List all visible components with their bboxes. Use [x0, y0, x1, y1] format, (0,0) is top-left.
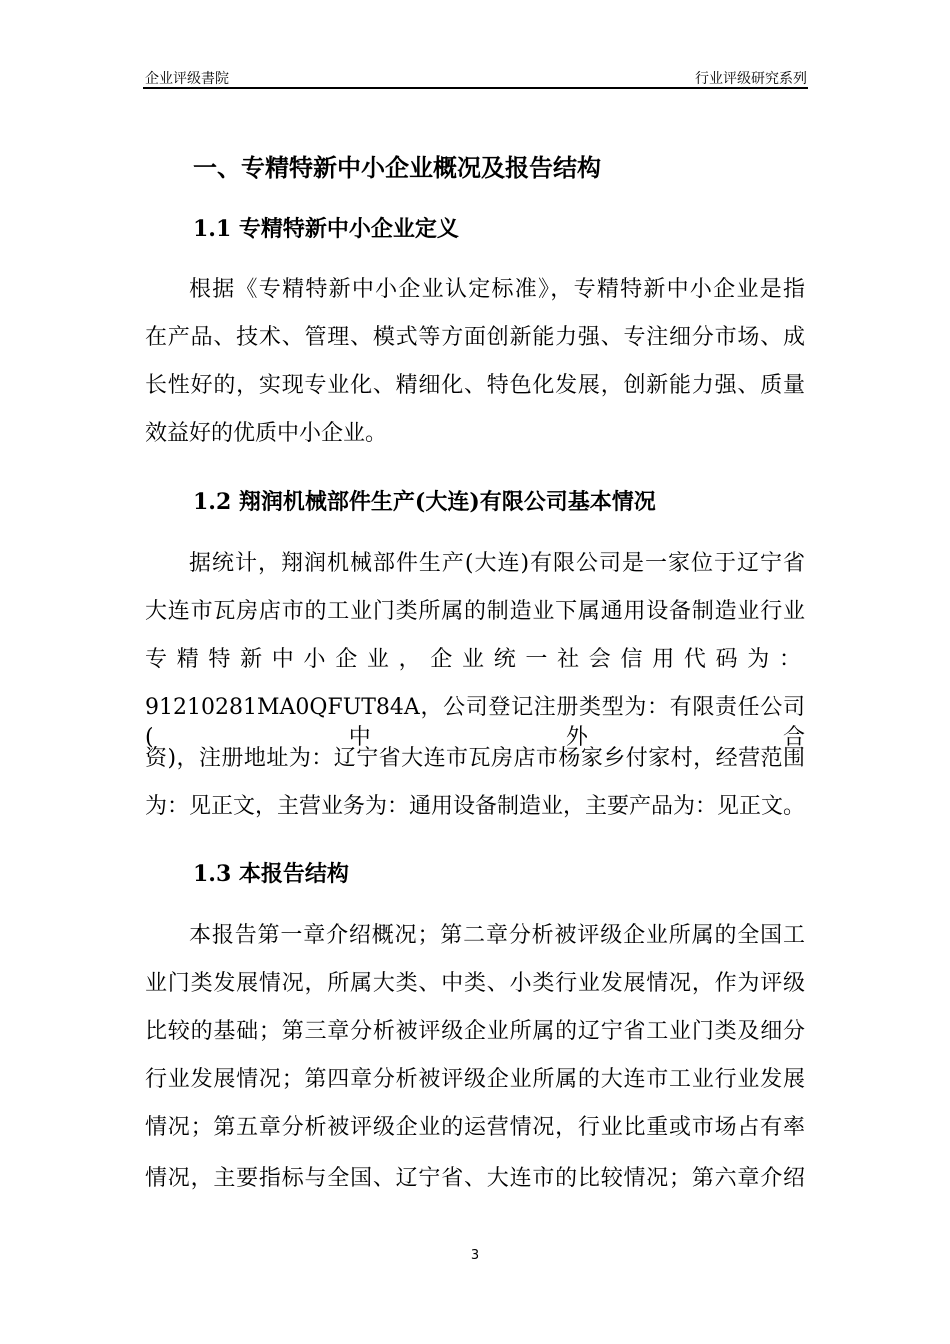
subsection-title-1-3: 1.3 本报告结构 [193, 861, 349, 887]
header-rule [143, 87, 808, 89]
paragraph-line: 为：见正文，主营业务为：通用设备制造业，主要产品为：见正文。 [145, 794, 806, 819]
paragraph-line: 业门类发展情况，所属大类、中类、小类行业发展情况，作为评级 [145, 971, 805, 996]
page-number: 3 [470, 1248, 480, 1263]
paragraph-line: 大连市瓦房店市的工业门类所属的制造业下属通用设备制造业行业 [145, 599, 805, 624]
header-left: 企业评级書院 [145, 71, 229, 87]
section-title: 一、专精特新中小企业概况及报告结构 [193, 153, 601, 182]
subsection-title-1-1: 1.1 专精特新中小企业定义 [193, 216, 459, 242]
paragraph-line: 效益好的优质中小企业。 [145, 421, 388, 446]
paragraph-line: 据统计，翔润机械部件生产(大连)有限公司是一家位于辽宁省 [189, 551, 805, 576]
paragraph-line: 情况，主要指标与全国、辽宁省、大连市的比较情况；第六章介绍 [145, 1166, 805, 1191]
paragraph-line: 91210281MA0QFUT84A，公司登记注册类型为：有限责任公司(中外合 [145, 695, 805, 750]
paragraph-line: 本报告第一章介绍概况；第二章分析被评级企业所属的全国工 [189, 923, 805, 948]
paragraph-line: 资)，注册地址为：辽宁省大连市瓦房店市杨家乡付家村，经营范围 [145, 746, 805, 771]
paragraph-line: 根据《专精特新中小企业认定标准》，专精特新中小企业是指 [189, 277, 805, 302]
subsection-title-1-2: 1.2 翔润机械部件生产(大连)有限公司基本情况 [193, 489, 656, 515]
paragraph-line: 情况；第五章分析被评级企业的运营情况，行业比重或市场占有率 [145, 1115, 805, 1140]
paragraph-line: 比较的基础；第三章分析被评级企业所属的辽宁省工业门类及细分 [145, 1019, 805, 1044]
paragraph-line: 专精特新中小企业，企业统一社会信用代码为： [145, 647, 805, 672]
header-right: 行业评级研究系列 [695, 71, 807, 87]
paragraph-line: 在产品、技术、管理、模式等方面创新能力强、专注细分市场、成 [145, 325, 805, 350]
paragraph-line: 长性好的，实现专业化、精细化、特色化发展，创新能力强、质量 [145, 373, 805, 398]
paragraph-line: 行业发展情况；第四章分析被评级企业所属的大连市工业行业发展 [145, 1067, 805, 1092]
